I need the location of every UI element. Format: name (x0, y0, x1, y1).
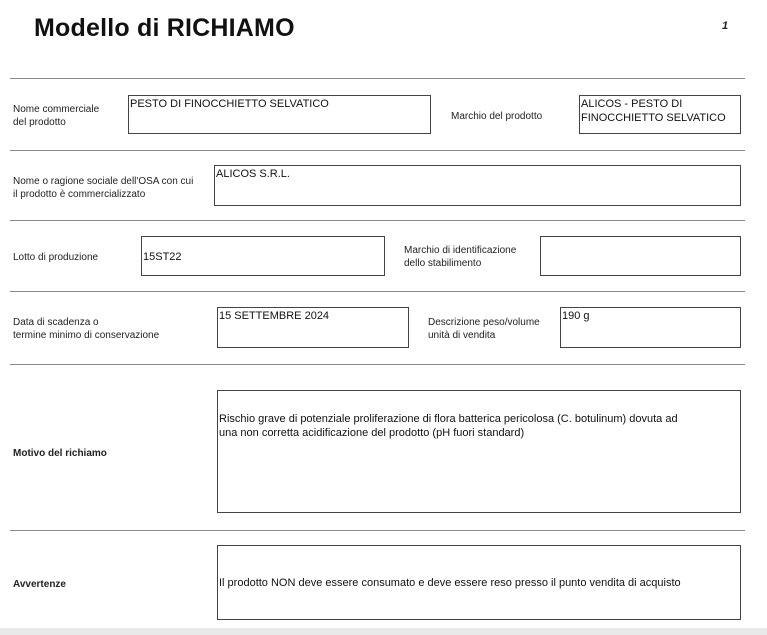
avvertenze-field[interactable]: Il prodotto NON deve essere consumato e deve essere reso presso il punto vendita di acquisto (217, 545, 741, 620)
divider (10, 530, 745, 531)
nome-osa-field[interactable]: ALICOS S.R.L. (214, 165, 741, 206)
nome-osa-label: Nome o ragione sociale dell'OSA con cui il prodotto è commercializzato (13, 176, 194, 200)
divider (10, 291, 745, 292)
page-title: Modello di RICHIAMO (34, 14, 295, 42)
avvertenze-label: Avvertenze (13, 579, 66, 590)
nome-commerciale-field[interactable]: PESTO DI FINOCCHIETTO SELVATICO (128, 95, 431, 134)
page-bottom-edge (0, 628, 767, 635)
data-scadenza-field[interactable]: 15 SETTEMBRE 2024 (217, 307, 409, 348)
marchio-prodotto-field[interactable]: ALICOS - PESTO DI FINOCCHIETTO SELVATICO (579, 95, 741, 134)
marchio-stabilimento-field[interactable] (540, 236, 741, 276)
motivo-label: Motivo del richiamo (13, 448, 107, 459)
data-scadenza-label: Data di scadenza o termine minimo di conservazione (13, 317, 160, 341)
peso-volume-field[interactable]: 190 g (560, 307, 741, 348)
divider (10, 78, 745, 79)
nome-commerciale-label: Nome commerciale del prodotto (13, 104, 100, 128)
page-number: 1 (722, 20, 729, 32)
peso-volume-label: Descrizione peso/volume unità di vendita (428, 317, 540, 341)
marchio-prodotto-label: Marchio del prodotto (451, 111, 543, 122)
marchio-stabilimento-label: Marchio di identificazione dello stabilimento (404, 245, 517, 269)
lotto-field[interactable]: 15ST22 (141, 236, 385, 276)
lotto-label: Lotto di produzione (13, 252, 99, 263)
divider (10, 220, 745, 221)
divider (10, 150, 745, 151)
divider (10, 364, 745, 365)
motivo-field[interactable]: Rischio grave di potenziale proliferazione di flora batterica pericolosa (C. botulinum) dovuta ad una non corretta acidificazione del prodotto (pH fuori standard) (217, 390, 741, 513)
